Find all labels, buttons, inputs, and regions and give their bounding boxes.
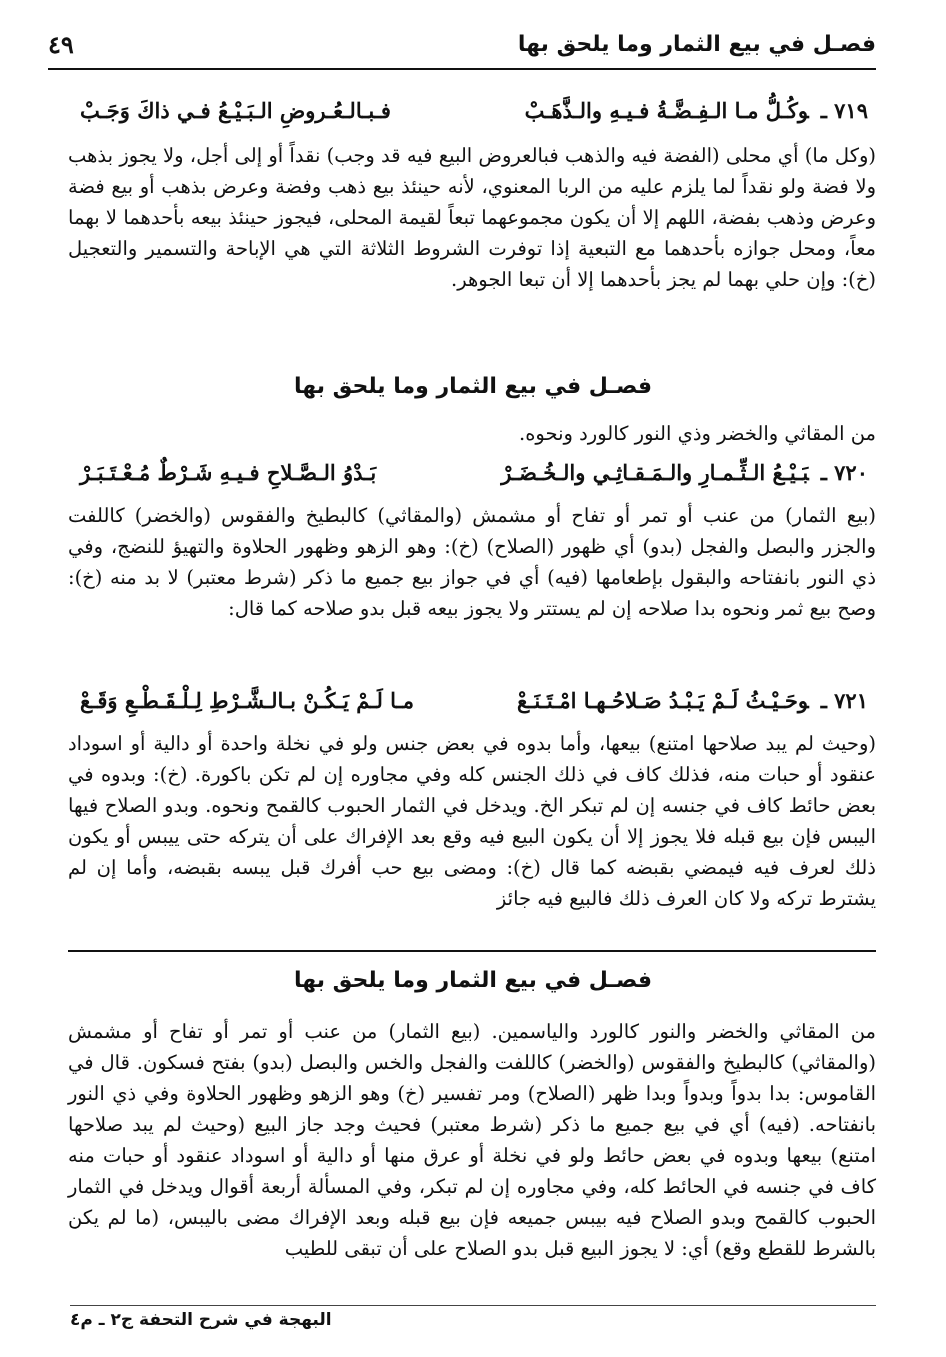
verse-720-first-hemistich bbox=[501, 460, 868, 485]
verse-719-hemistich-2: فـبـالـعُـروضِ الـبَـيْـعُ فـي ذاكَ وَجَـبْ bbox=[80, 98, 391, 123]
commentary-719: (وكل ما) أي محلى (الفضة فيه والذهب فبالعروض البيع فيه قد وجب) نقداً أو إلى أجل، ولا يجوز بذهب ولا فضة ولو نقداً لما يلزم عليه من الربا المعنوي، لأنه حينئذ بيع ذهب وفضة وعرض بذهب أو بيع فضة وعرض وذهب بفضة، اللهم إلا أن يكون مجموعهما تبعاً لقيمة المحلى، فيجوز حينئذ بيعه بأحدهما لا بهما معاً، ومحل جوازه بأحدهما مع التبعية إذا توفرت الشروط الثلاثة التي هي الإباحة والتسمير والتعجيل (خ): وإن حلي بهما لم يجز بأحدهما إلا أن تبعا الجوهر. bbox=[68, 144, 876, 291]
verse-719-first-hemistich bbox=[525, 98, 868, 123]
verse-720-hemistich-1: بَـيْـعُ الـثِّـمـارِ والـمَـقـاثِـي والـخُـضَـرْ bbox=[501, 460, 809, 485]
section-heading-1: فصـل في بيع الثمار وما يلحق بها bbox=[293, 374, 653, 399]
commentary-720: (بيع الثمار) من عنب أو تمر أو تفاح أو مشمش (والمقاثي) كالبطيخ والفقوس (والخضر) كاللفت والجزر والبصل والفجل (بدو) أي ظهور (الصلاح) (خ): وهو الزهو وظهور الحلاوة والتهيؤ للنضج، وفي ذي النور بانفتاحه والبقول بإطعامها (فيه) أي في جواز بيع جميع ما ذكر (شرط معتبر) لا بد منه (خ): وصح بيع ثمر ونحوه بدا صلاحه إن لم يستتر ولا يجوز بيعه قبل بدو صلاحه كما قال: bbox=[68, 504, 876, 620]
verse-719-hemistich-1: وكُـلُّ مـا الـفِـضَّـةُ فـيـهِ والـذَّهَـبْ bbox=[524, 98, 809, 123]
verse-721-number: ٧٢١ ـ bbox=[820, 688, 868, 713]
commentary-2: من المقاثي والخضر والنور كالورد والياسمين. (بيع الثمار) من عنب أو تمر أو تفاح أو مشمش (والمقاثي) كالبطيخ والفقوس (والخضر) كاللفت والفجل والخس والبصل (بدو) بفتح فسكون. قال في القاموس: بدا بدواً وبدواً وبدا ظهر (الصلاح) ومر تفسير (خ) وهو الزهو وظهور الحلاوة وفي ذي النور بانفتاحه. (فيه) أي في بيع جميع ما ذكر (شرط معتبر) فحيث وجد جاز البيع (وحيث لم يبد صلاحها امتنع) بيعها وبدوه في بعض حائط ولو في نخلة أو عرق منها أو دالية أو اسوداد عنقود أو حبات منه كاف في جنسه في الحائط كله، وفي مجاوره إن لم تبكر، وفي المسألة أربعة أقوال ويدخل في الثمار الحبوب كالقمح وبدو الصلاح فيه بيبس جميعه فإن بيع قبله وبعد الإفراك مضى باليبس، (ما لم يكن بالشرط للقطع وقع) أي: لا يجوز البيع قبل بدو الصلاح على أن تبقى للطيب bbox=[68, 1020, 876, 1260]
verse-720-number: ٧٢٠ ـ bbox=[820, 460, 868, 485]
verse-719-number: ٧١٩ ـ bbox=[820, 98, 868, 123]
page-number: ٤٩ bbox=[48, 30, 74, 59]
verse-721-hemistich-1: وحَـيْـثُ لَـمْ يَـبْـدُ صَـلاحُـهـا امْـتَـنَـعْ bbox=[517, 688, 809, 713]
commentary-721: (وحيث لم يبد صلاحها امتنع) بيعها، وأما بدوه في بعض جنس ولو في نخلة واحدة أو دالية أو اسوداد عنقود أو حبات منه، فذلك كاف في ذلك الجنس كله وفي مجاوره إن لم تكن باكورة. (خ): وبدوه في بعض حائط كاف في جنسه إن لم تبكر الخ. ويدخل في الثمار الحبوب كالقمح ونحوه. وبدو الصلاح فيها اليبس فإن بيع قبله فلا يجوز إلا أن يكون البيع فيه وقع بعد الإفراك على أن يتركه حتى ييبس أو يكون ذلك لعرف فيه فيمضي بقبضه كما قال (خ): ومضى بيع حب أفرك قبل يبسه بقبضه، وأما إن لم يشترط تركه ولا كان العرف ذلك فالبيع فيه جائز bbox=[68, 732, 876, 910]
verse-720-hemistich-2: بَـدْوُ الـصَّـلاحِ فـيـهِ شَـرْطٌ مُـعْـتَـبَـرْ bbox=[80, 460, 377, 485]
page-footer bbox=[70, 1305, 876, 1336]
section-heading-2: فصـل في بيع الثمار وما يلحق بها bbox=[293, 968, 653, 993]
page-header bbox=[48, 30, 876, 70]
intro-1: من المقاثي والخضر وذي النور كالورد ونحوه. bbox=[519, 422, 876, 445]
running-title: فصـل في بيع الثمار وما يلحق بها bbox=[517, 32, 876, 57]
section-divider bbox=[68, 950, 876, 952]
verse-721-hemistich-2: مـا لَـمْ يَـكُـنْ بـالـشَّـرْطِ لِـلْـقَـطْـعِ وَقَـعْ bbox=[80, 688, 414, 713]
verse-721-first-hemistich bbox=[517, 688, 868, 713]
footer-signature: البهجة في شرح التحفة ج٢ ـ م٤ bbox=[70, 1310, 332, 1330]
